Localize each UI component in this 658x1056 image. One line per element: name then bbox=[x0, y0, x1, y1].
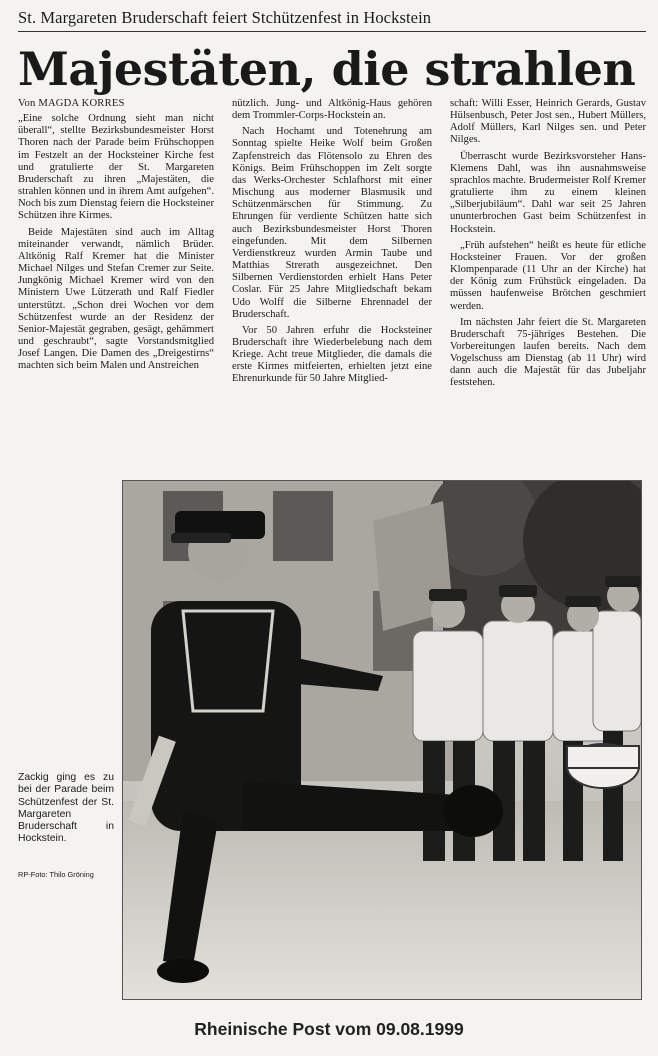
article-column-3 bbox=[450, 98, 646, 394]
paragraph: Beide Majestäten sind auch im Alltag miteinander verwandt, nämlich Brüder. Altkönig Ralf Kremer hat die Minister Michael Nilges und Stefan Cremer zur Seite. Jungkönig Michael Kremer wird von den Ministern Uwe Lützerath und Ralf Fiedler unterstützt. „Schon drei Wochen vor dem Schützenfest wurde an der Residenz der Senior-Majestät gegraben, gesägt, gehämmert und geschraubt“, sagte Vorstandsmitglied Josef Langen. Die Damen des „Dreigestirns“ machten sich beim Malen und Anstreichen bbox=[18, 226, 214, 372]
band-members bbox=[413, 611, 641, 741]
parade-photo bbox=[122, 480, 642, 1000]
byline: Von MAGDA KORRES bbox=[18, 98, 125, 109]
drum-body bbox=[567, 746, 639, 768]
parade-illustration bbox=[123, 481, 641, 999]
article-column-1 bbox=[18, 98, 214, 376]
kicker-line: St. Margareten Bruderschaft feiert Stchützenfest in Hockstein bbox=[18, 8, 646, 32]
paragraph: schaft: Willi Esser, Heinrich Gerards, Gustav Hülsenbusch, Peter Jost sen., Hubert Müllers, Adolf Müllers, Karl Nilges sen. und Peter Nilges. bbox=[450, 98, 646, 146]
paragraph: Vor 50 Jahren erfuhr die Hocksteiner Bruderschaft ihre Wiederbelebung nach dem Kriege. Acht treue Mitglieder, die damals die erste Kirmes mitfeierten, erhielten jetzt eine Ehrenurkunde für 50 Jahre Mitglied- bbox=[232, 324, 432, 385]
photo-credit: RP-Foto: Thilo Gröning bbox=[18, 870, 94, 879]
photo-caption: Zackig ging es zu bei der Parade beim Schützenfest der St. Margareten Bruderschaft in Hockstein. bbox=[18, 772, 114, 845]
paragraph: Im nächsten Jahr feiert die St. Margareten Bruderschaft 75-jähriges Bestehen. Die Vorbereitungen laufen bereits. Nach dem Vogelschuss am Dienstag (ab 11 Uhr) wird dann auch die Majestät für das Jubeljahr feststehen. bbox=[450, 316, 646, 389]
paragraph: Überrascht wurde Bezirksvorsteher Hans-Klemens Dahl, was ihn ausnahmsweise sprachlos machte. Brudermeister Rolf Kremer gratulierte ihm zu einem kleinen „Silberjubiläum“. Dahl war seit 25 Jahren ununterbrochen Gast beim Schützenfest in Hockstein. bbox=[450, 150, 646, 235]
article-column-2 bbox=[232, 98, 432, 390]
window bbox=[273, 491, 333, 561]
source-line: Rheinische Post vom 09.08.1999 bbox=[194, 1019, 464, 1039]
headline: Majestäten, die strahlen bbox=[18, 42, 636, 96]
paragraph: „Früh aufstehen“ heißt es heute für etliche Hocksteiner Frauen. Vor der großen Klompenparade (11 Uhr an der Kirche) hat der König zum Frühstück eingeladen. Da müssen haufenweise Brötchen geschmiert werden. bbox=[450, 239, 646, 312]
paragraph: „Eine solche Ordnung sieht man nicht überall“, stellte Bezirksbundesmeister Horst Thoren nach der Parade beim Frühschoppen im Festzelt an der Hocksteiner Kirche fest und gratulierte der St. Margareten Bruderschaft zu ihren „Majestäten, die strahlen können und in ihrem Amt aufgehen“. Noch bis zum Dienstag feiern die Hocksteiner Schützen ihre Kirmes. bbox=[18, 113, 214, 222]
paragraph: Nach Hochamt und Totenehrung am Sonntag spielte Heike Wolf beim Großen Zapfenstreich das Flötensolo zu Ehren des Königs. Beim Frühschoppen im Zelt sorgte das Werks-Orchester Schlafhorst mit einer Mischung aus moderner Blasmusik und Schützenmärschen für Stimmung. Zu Ehrungen für verdiente Schützen hatte sich auch Bezirksbundesmeister Horst Thoren eingefunden. Mit dem Silbernen Verdienstkreuz wurden Armin Taube und Matthias Strerath ausgezeichnet. Den Silbernen Verdienstorden erhielt Hans Peter Coslar. Für 25 Jahre Mitgliedschaft bekam Udo Wolff die Silberne Ehrennadel der Bruderschaft. bbox=[232, 126, 432, 320]
paragraph: nützlich. Jung- und Altkönig-Haus gehören dem Trommler-Corps-Hockstein an. bbox=[232, 98, 432, 122]
